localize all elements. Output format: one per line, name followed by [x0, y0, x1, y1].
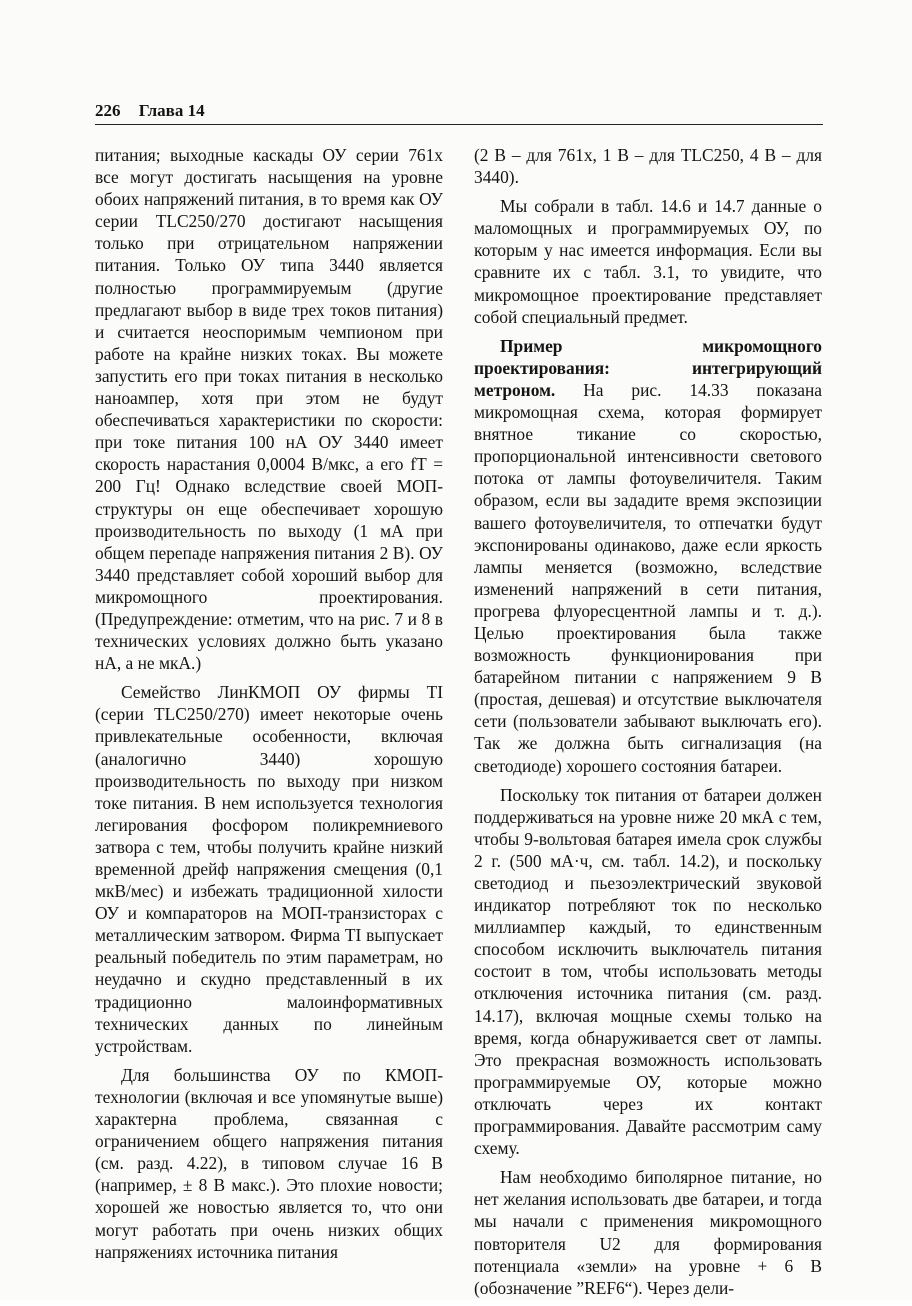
paragraph: Поскольку ток питания от батареи должен поддерживаться на уровне ниже 20 мкА с тем, чтобы 9-вольтовая батарея имела срок службы 2 г. (500 мА·ч, см. табл. 14.2), и поскольку светодиод и пьезоэлектрический звуковой индикатор потребляют ток по несколько миллиампер каждый, то единственным способом исключить выключатель питания состоит в том, чтобы использовать методы отключения источника питания (см. разд. 14.17), включая мощные схемы только на время, когда обнаруживается свет от лампы. Это прекрасная возможность использовать программируемые ОУ, которые можно отключать через их контакт программирования. Давайте рассмотрим саму схему.: [474, 784, 822, 1159]
paragraph-body: На рис. 14.33 показана микромощная схема, которая формирует внятное тикание со скоростью, пропорциональной интенсивности светового потока от лампы фотоувеличителя. Таким образом, если вы зададите время экспозиции вашего фотоувеличителя, то отпечатки будут экспонированы одинаково, даже если яркость лампы меняется (возможно, вследствие изменений напряжений в сети питания, прогрева флуоресцентной лампы и т. д.). Целью проектирования была также возможность функционирования при батарейном питании с напряжением 9 В (простая, дешевая) и отсутствие выключателя сети (пользователи забывают выключать его). Так же должна быть сигнализация (на светодиоде) хорошего состояния батареи.: [474, 379, 822, 776]
section-lead-heading: Пример микромощного проектирования: интегрирующий метроном.: [474, 335, 822, 400]
chapter-title: Глава 14: [138, 101, 205, 120]
left-column: [95, 144, 443, 1270]
paragraph: Мы собрали в табл. 14.6 и 14.7 данные о маломощных и программируемых ОУ, по которым у нас имеется информация. Если вы сравните их с табл. 3.1, то увидите, что микромощное проектирование представляет собой специальный предмет.: [474, 196, 822, 327]
page-number: 226: [95, 101, 121, 120]
paragraph: [474, 335, 822, 777]
paragraph: Семейство ЛинКМОП ОУ фирмы TI (серии TLC250/270) имеет некоторые очень привлекательные особенности, включая (аналогично 3440) хорошую производительность по выходу при низком токе питания. В нем используется технология легирования фосфором поликремниевого затвора с тем, чтобы получить крайне низкий временной дрейф напряжения смещения (0,1 мкВ/мес) и избежать традиционной хилости ОУ и компараторов на МОП-транзисторах с металлическим затвором. Фирма TI выпускает реальный победитель по этим параметрам, но неудачно и скудно представленный в их традиционно малоинформативных технических данных по линейным устройствам.: [95, 682, 443, 1056]
paragraph: Нам необходимо биполярное питание, но нет желания использовать две батареи, и тогда мы начали с применения микромощного повторителя U2 для формирования потенциала «земли» на уровне + 6 В (обозначение ”REF6“). Через дели-: [474, 1167, 822, 1298]
right-column: [474, 144, 822, 1306]
paragraph: Для большинства ОУ по КМОП-технологии (включая и все упомянутые выше) характерна проблема, связанная с ограничением общего напряжения питания (см. разд. 4.22), в типовом случае 16 В (например, ± 8 В макс.). Это плохие новости; хорошей же новостью является то, что они могут работать при очень низких общих напряжениях источника питания: [95, 1064, 443, 1262]
running-header: [95, 100, 823, 125]
paragraph: (2 В – для 761x, 1 В – для TLC250, 4 В – для 3440).: [474, 145, 822, 188]
paragraph: питания; выходные каскады ОУ серии 761x все могут достигать насыщения на уровне обоих напряжений питания, в то время как ОУ серии TLC250/270 достигают насыщения только при отрицательном напряжении питания. Только ОУ типа 3440 является полностью программируемым (другие предлагают выбор в виде трех токов питания) и считается неоспоримым чемпионом при работе на крайне низких токах. Вы можете запустить его при токах питания в несколько наноампер, хотя при этом не будут обеспечиваться характеристики по скорости: при токе питания 100 нА ОУ 3440 имеет скорость нарастания 0,0004 В/мкс, а его fT = 200 Гц! Однако вследствие своей МОП-структуры он еще обеспечивает хорошую производительность по выходу (1 мА при общем перепаде напряжения питания 2 В). ОУ 3440 представляет собой хороший выбор для микромощного проектирования. (Предупреждение: отметим, что на рис. 7 и 8 в технических условиях должно быть указано нА, а не мкА.): [95, 145, 443, 674]
